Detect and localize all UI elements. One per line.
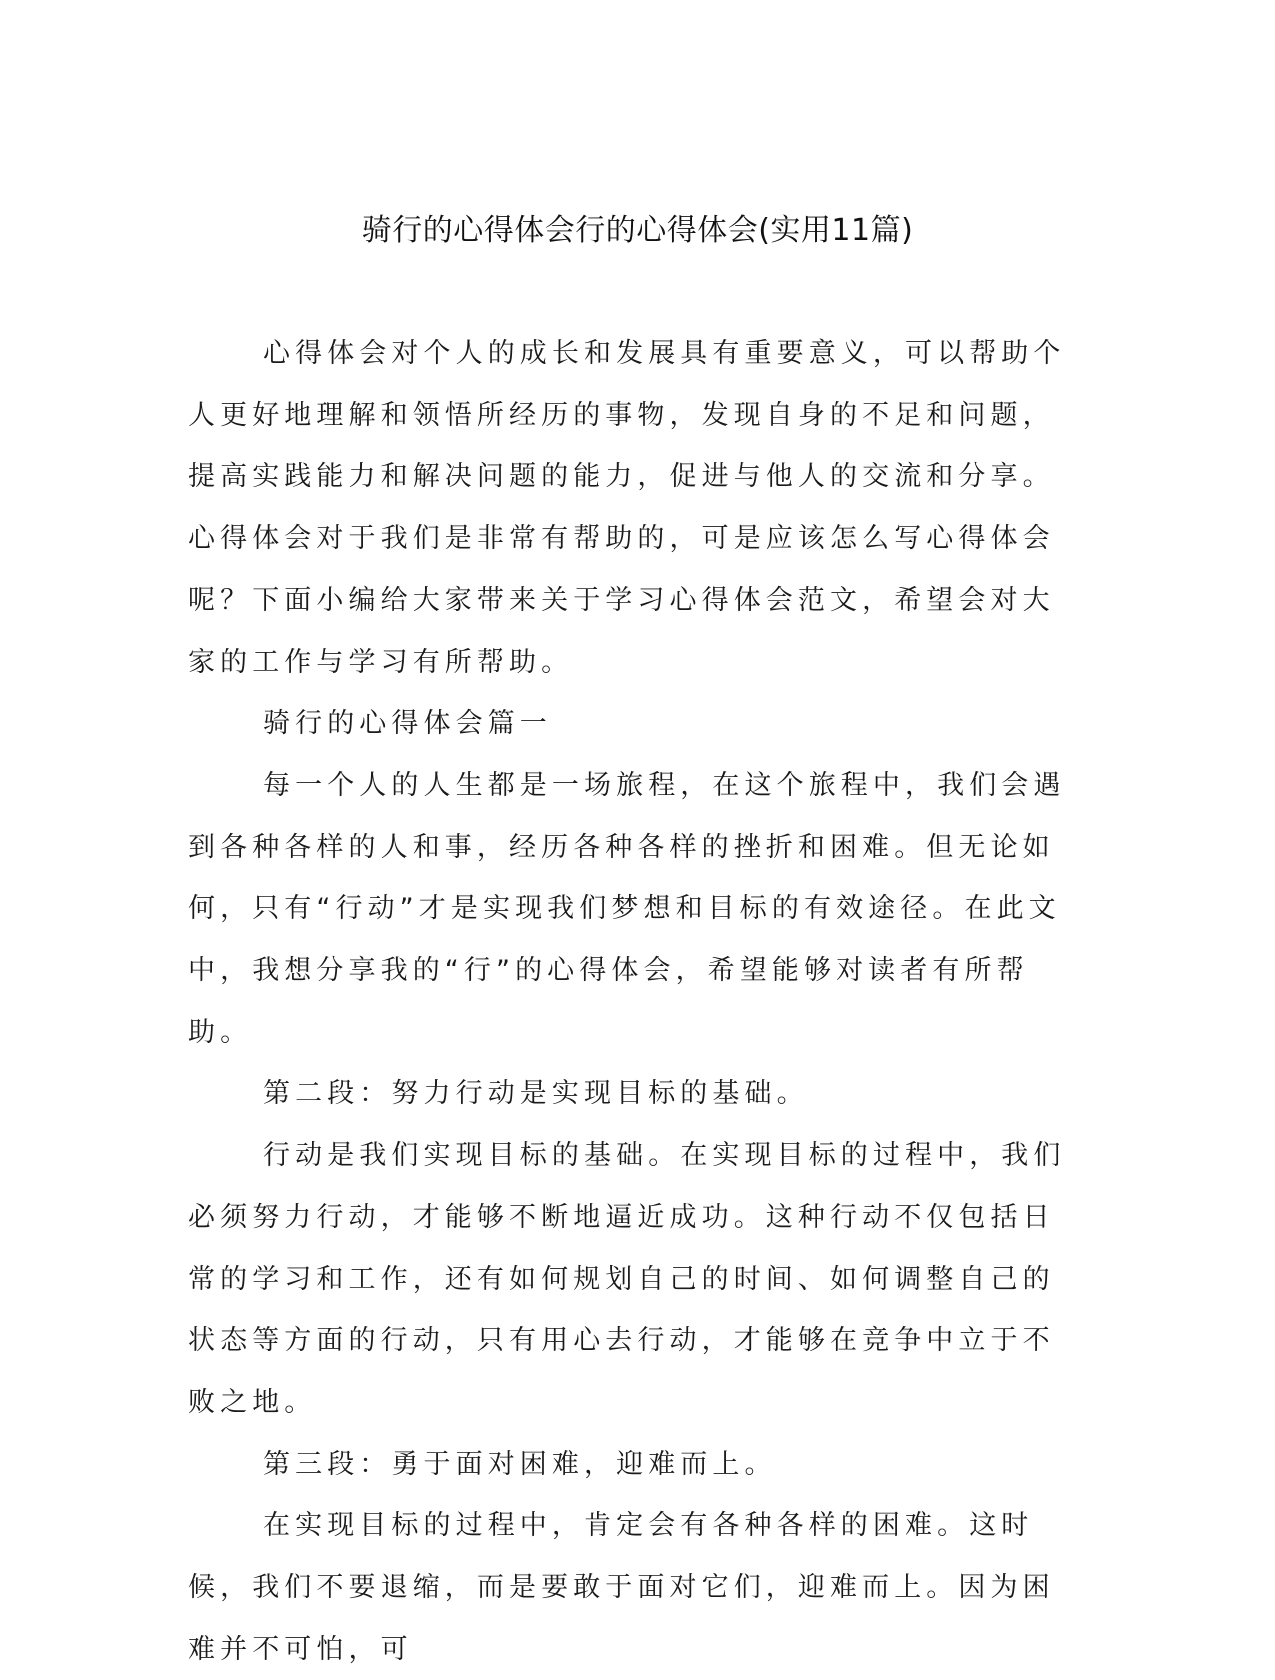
body-paragraph: 在实现目标的过程中，肯定会有各种各样的困难。这时候，我们不要退缩，而是要敢于面对它们，迎难而上。因为困难并不可怕，可 (188, 1510, 1055, 1665)
document-body (188, 323, 1073, 1680)
section-heading-part-one: 骑行的心得体会篇一 (263, 708, 552, 740)
document-title: 骑行的心得体会行的心得体会(实用11篇) (361, 213, 914, 248)
intro-paragraph: 心得体会对个人的成长和发展具有重要意义，可以帮助个人更好地理解和领悟所经历的事物，发现自身的不足和问题，提高实践能力和解决问题的能力，促进与他人的交流和分享。心得体会对于我们是非常有帮助的，可是应该怎么写心得体会呢？下面小编给大家带来关于学习心得体会范文，希望会对大家的工作与学习有所帮助。 (188, 338, 1066, 678)
body-paragraph: 每一个人的人生都是一场旅程，在这个旅程中，我们会遇到各种各样的人和事，经历各种各样的挫折和困难。但无论如何，只有“行动”才是实现我们梦想和目标的有效途径。在此文中，我想分享我的“行”的心得体会，希望能够对读者有所帮助。 (188, 769, 1066, 1048)
section-heading-paragraph-three: 第三段：勇于面对困难，迎难而上。 (263, 1448, 777, 1480)
section-heading-paragraph-two: 第二段：努力行动是实现目标的基础。 (263, 1078, 809, 1110)
body-paragraph: 行动是我们实现目标的基础。在实现目标的过程中，我们必须努力行动，才能够不断地逼近成功。这种行动不仅包括日常的学习和工作，还有如何规划自己的时间、如何调整自己的状态等方面的行动，只有用心去行动，才能够在竞争中立于不败之地。 (188, 1140, 1066, 1418)
